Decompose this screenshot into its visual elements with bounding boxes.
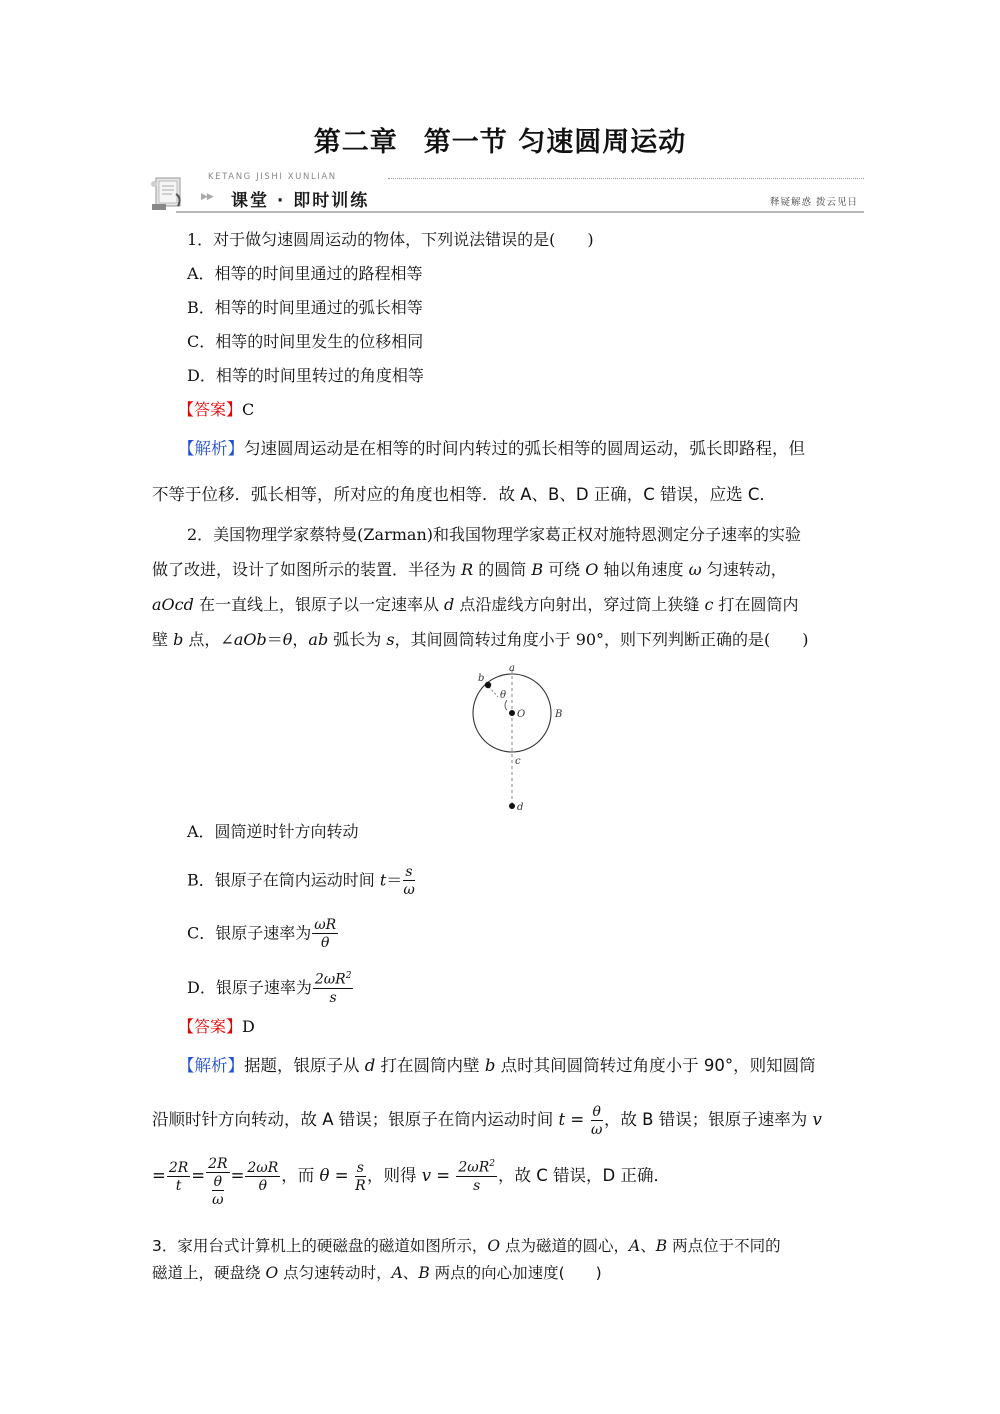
explanation-text: 匀速圆周运动是在相等的时间内转过的弧长相等的圆周运动，弧长即路程，但 [244,439,805,458]
fraction [167,1161,190,1193]
text: C．银原子速率为 [187,923,312,943]
point-d [509,803,515,809]
text: 两点位于不同的 [667,1237,781,1255]
fraction [456,1160,497,1193]
denominator: ω [212,1192,224,1208]
text: = [565,1110,590,1129]
exponent: 2 [489,1159,495,1170]
var-v: v [421,1166,432,1185]
text: 做了改进，设计了如图所示的装置．半径为 [152,560,462,579]
banner-divider [176,211,864,213]
text: 打在圆筒内 [713,595,799,614]
numerator: θ [213,1174,223,1190]
q2-explanation-line3 [152,1154,670,1207]
label-theta: θ [500,690,507,701]
label-c: c [515,756,521,767]
numerator: θ [592,1103,601,1120]
banner-dotted-rule [388,178,864,179]
denominator: θ [258,1177,268,1194]
label-d: d [517,802,524,813]
text: 弧长为 [328,630,387,649]
banner-tagline: 释疑解惑 拨云见日 [769,197,858,208]
var-c: c [704,595,714,614]
var-O: O [585,560,599,579]
numerator: 2R [208,1156,228,1172]
text: 点，∠ [183,630,234,649]
angle-arc [505,700,507,710]
var-A: A [629,1237,641,1255]
denominator: s [473,1177,481,1194]
q1-explanation-line1 [178,438,805,460]
text: 的圆筒 [473,560,532,579]
var-R: R [461,560,474,579]
ob-radius [489,687,498,697]
equals: = [230,1166,245,1185]
fraction [591,1105,603,1137]
exponent: 2 [345,971,352,981]
answer-tag: 【答案】 [178,1017,243,1036]
var-A: A [391,1264,403,1282]
text: 轴以角速度 [598,560,689,579]
var-B: B [655,1237,668,1255]
q1-option-d: D．相等的时间里转过的角度相等 [187,366,424,385]
text: 、 [640,1237,656,1255]
equals: = [191,1166,206,1185]
explanation-tag: 【解析】 [178,1056,244,1075]
q1-option-c: C．相等的时间里发生的位移相同 [187,332,424,351]
answer-value: D [242,1017,255,1036]
fraction [355,1161,366,1193]
fraction [313,972,354,1005]
answer-value: C [242,400,255,419]
q2-option-d [187,972,354,1005]
var-aOb: aOb [233,630,267,649]
text: 3．家用台式计算机上的硬磁盘的磁道如图所示， [152,1237,488,1255]
text: 点为磁道的圆心， [500,1237,630,1255]
text: 磁道上，硬盘绕 [152,1264,266,1282]
label-a: a [509,663,515,674]
var-theta: θ [282,630,293,649]
q2-stem-line2 [152,559,787,581]
fraction [312,918,338,950]
numerator: s [356,1159,364,1176]
var-s: s [386,630,395,649]
point-O [509,710,515,716]
text: ，故 C 错误，D 正确． [497,1166,670,1185]
section-banner [148,172,864,216]
text: ，则得 [366,1166,422,1185]
denominator: t [175,1177,182,1194]
var-B: B [418,1264,430,1282]
text: D．银原子速率为 [187,977,312,997]
var-v: v [812,1110,822,1129]
label-B: B [555,709,563,720]
q2-explanation-line2 [152,1100,822,1140]
text: ＝ [266,630,283,649]
q1-answer [178,399,254,421]
var-O: O [265,1264,279,1282]
text: 匀速转动， [701,560,787,579]
text: 打在圆筒内壁 [375,1056,485,1075]
q2-option-b [187,865,416,897]
numerator: 2ωR [247,1159,279,1176]
label-b: b [478,673,485,684]
text: ，其间圆筒转过角度小于 90°，则下列判断正确的是( ) [394,630,809,649]
q1-stem: 1．对于做匀速圆周运动的物体，下列说法错误的是( ) [187,230,594,249]
var-t: t [379,870,387,890]
text: 可绕 [543,560,586,579]
q2-stem-line1: 2．美国物理学家蔡特曼(Zarman)和我国物理学家葛正权对施特恩测定分子速率的实验 [187,525,801,544]
text: 两点的向心加速度( ) [429,1264,602,1282]
var-B: B [531,560,544,579]
explanation-tag: 【解析】 [178,439,244,458]
numerator: s [403,865,414,881]
text: 点时其间圆筒转过角度小于 90°，则知圆筒 [495,1056,816,1075]
numerator [456,1160,497,1177]
label-O: O [517,709,526,720]
denominator: ω [403,882,415,898]
inner-fraction [212,1175,224,1207]
var-d: d [444,595,455,614]
point-b [485,682,491,688]
var-omega: ω [688,560,702,579]
var-ab: ab [308,630,329,649]
q2-stem-line3 [152,594,799,616]
numerator: ωR [314,917,337,933]
q2-option-a: A．圆筒逆时针方向转动 [187,822,359,841]
text: ， [292,630,309,649]
equals: = [152,1166,166,1185]
answer-tag: 【答案】 [178,400,243,419]
text: 据题，银原子从 [244,1056,365,1075]
equals: = [329,1166,354,1185]
text: 、 [402,1264,419,1282]
page-title [0,120,1000,159]
equals: = [431,1166,456,1185]
text: 壁 [152,630,174,649]
chapter-label: 第二章 [313,127,398,158]
q1-option-b: B．相等的时间里通过的弧长相等 [187,298,423,317]
q3-stem-line2 [152,1262,602,1284]
var-b: b [173,630,184,649]
var-d: d [364,1056,376,1075]
denominator: ω [591,1121,603,1138]
var-b: b [484,1056,496,1075]
denominator: θ [321,935,330,951]
text: 沿顺时针方向转动，故 A 错误；银原子在筒内运动时间 [152,1110,559,1129]
text: ，故 B 错误；银原子速率为 [603,1110,813,1129]
q2-stem-line4 [152,629,809,651]
numerator [313,972,354,989]
text: ，而 [281,1166,320,1185]
banner-section-label: 课堂 · 即时训练 [231,191,370,211]
numerator-base: 2ωR [458,1159,490,1176]
text: B．银原子在筒内运动时间 [187,870,380,890]
fraction [245,1161,280,1193]
var-t: t [558,1110,566,1129]
text: 在一直线上，银原子以一定速率从 [193,595,445,614]
q2-explanation-line1 [178,1055,816,1077]
numerator: 2R [168,1159,189,1176]
rotating-cylinder-diagram [462,660,572,820]
double-arrow-icon: ▶▶ [201,192,213,202]
q1-option-a: A．相等的时间里通过的路程相等 [187,264,423,283]
denominator: s [329,989,337,1006]
numerator-base: 2ωR [314,971,346,988]
section-title: 第一节 匀速圆周运动 [423,127,687,158]
compound-fraction [206,1157,229,1207]
book-icon [150,174,188,212]
var-aOcd: aOcd [152,595,194,614]
text: 点匀速转动时， [278,1264,392,1282]
q3-stem-line1 [152,1235,781,1257]
q2-answer [178,1016,255,1038]
q1-explanation-line2: 不等于位移．弧长相等，所对应的角度也相等．故 A、B、D 正确，C 错误，应选 C． [152,485,776,504]
q2-option-c [187,918,339,950]
fraction [403,865,414,897]
var-theta: θ [319,1166,330,1185]
denominator [206,1173,229,1207]
text: ＝ [386,870,403,890]
text: 点沿虚线方向射出，穿过筒上狭缝 [454,595,705,614]
var-O: O [487,1237,501,1255]
banner-pinyin: KETANG JISHI XUNLIAN [208,172,337,182]
denominator: R [355,1177,366,1194]
